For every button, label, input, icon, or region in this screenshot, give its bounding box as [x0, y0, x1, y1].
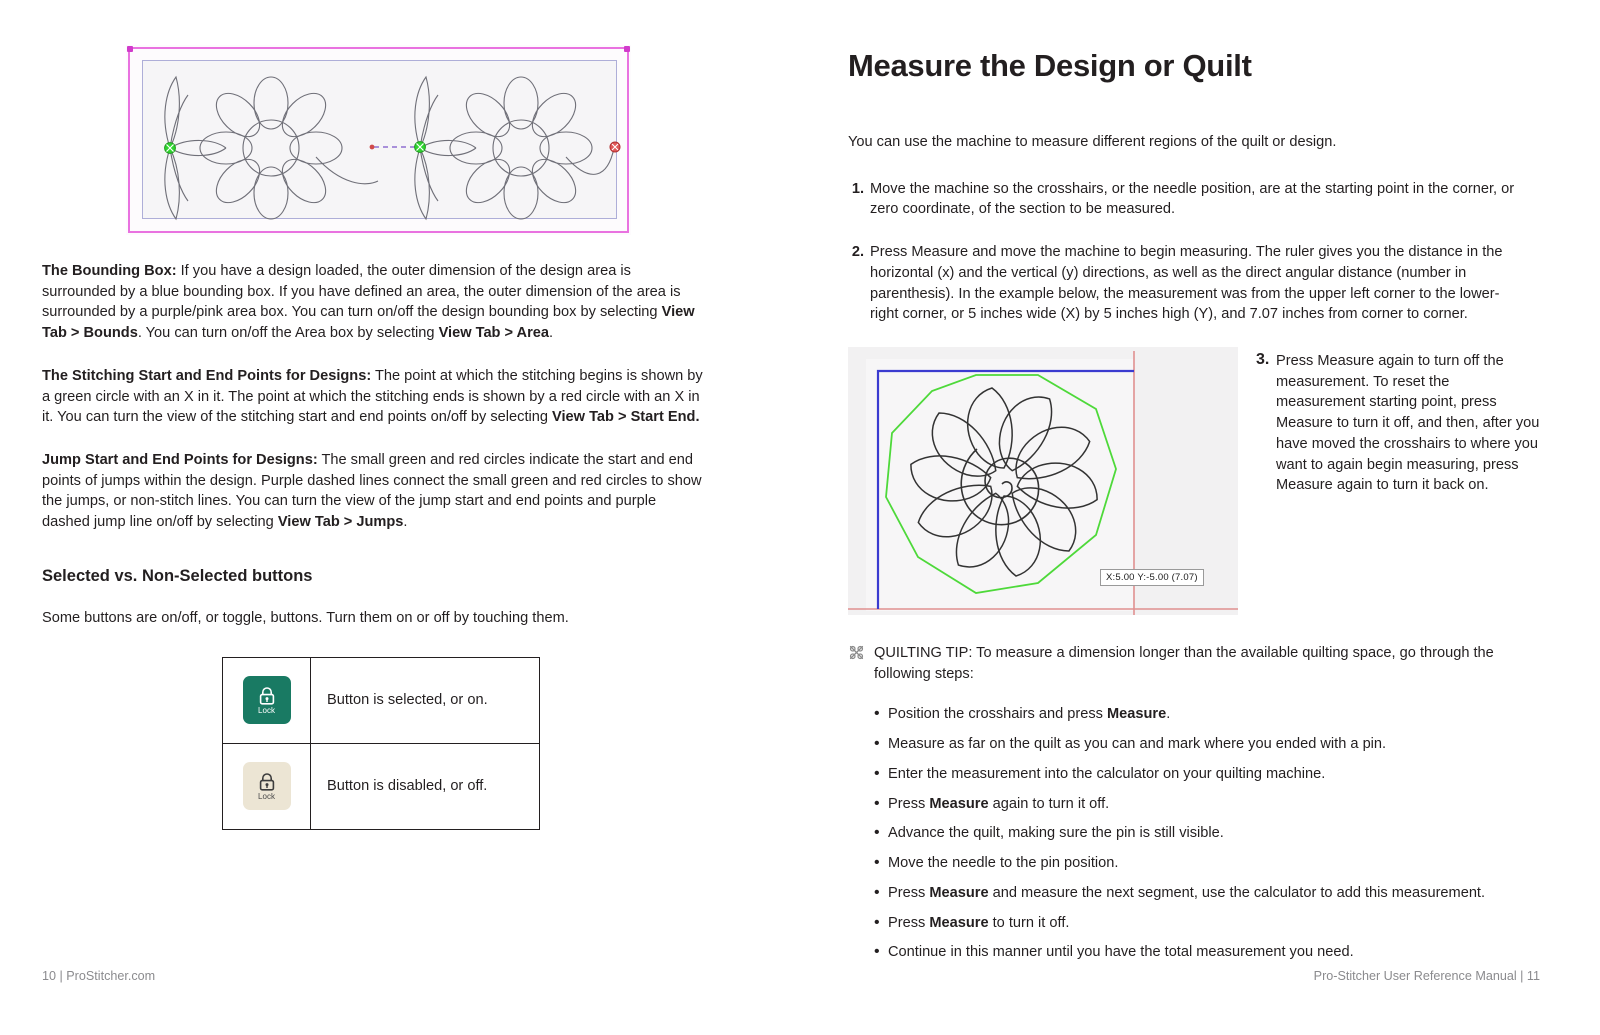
lock-button-label-on: Lock: [258, 705, 275, 715]
list-item: • Press Measure and measure the next segment, use the calculator to add this measurement.: [874, 883, 1508, 904]
toggle-intro-text: Some buttons are on/off, or toggle, buttons. Turn them on or off by touching them.: [42, 609, 569, 626]
step-text: Move the machine so the crosshairs, or the needle position, are at the starting point in the corner, or zero coordinate, of the section to be measured.: [870, 180, 1515, 218]
coordinate-readout: X:5.00 Y:-5.00 (7.07): [1100, 569, 1204, 586]
paragraph-stitch-points-text: The Stitching Start and End Points for Designs: The point at which the stitching begins is shown by a green circle with an X in it. The point at which the stitching ends is shown by a red circle with an X in it. You can turn the view of the stitching start and end points on/off by selecting View Tab > Start End.: [42, 367, 703, 426]
intro-paragraph: You can use the machine to measure different regions of the quilt or design.: [848, 134, 1337, 150]
step-number: 1.: [851, 180, 864, 197]
lock-button-disabled[interactable]: [243, 762, 291, 810]
list-item: • Measure as far on the quilt as you can and mark where you ended with a pin.: [874, 734, 1508, 755]
measure-example-figure: [848, 347, 1238, 615]
lock-button-selected[interactable]: [243, 676, 291, 724]
list-item: • Advance the quilt, making sure the pin is still visible.: [874, 823, 1508, 844]
page-title: Measure the Design or Quilt: [848, 48, 1252, 83]
section-heading-toggle-buttons: Selected vs. Non-Selected buttons: [42, 566, 313, 585]
right-page: [800, 0, 1600, 1035]
lock-button-on-cell: [223, 657, 311, 743]
left-page-footer: 10 | ProStitcher.com: [42, 969, 156, 983]
list-item: • Press Measure again to turn it off.: [874, 794, 1508, 815]
paragraph-bounding-box: [42, 261, 707, 344]
button-state-table: [222, 657, 540, 830]
paragraph-bounding-box-text: The Bounding Box: If you have a design loaded, the outer dimension of the design area is surrounded by a blue bounding box. If you have defined an area, the outer dimension of the area is surrounded by a purple/pink area box. You can turn on/off the design bounding box by selecting View Tab > Bounds. You can turn on/off the Area box by selecting View Tab > Area.: [42, 263, 695, 342]
step-number: 3.: [1256, 351, 1270, 369]
lock-button-off-description: Button is disabled, or off.: [311, 743, 540, 829]
lock-button-off-cell: [223, 743, 311, 829]
stitch-end-point: [610, 142, 620, 152]
step-text: Press Measure and move the machine to begin measuring. The ruler gives you the distance in the horizontal (x) and the vertical (y) directions, as well as the direct angular distance (number in parenthesis). In the example below, the measurement was from the upper left corner to the lower-right corner, or 5 inches wide (X) by 5 inches high (Y), and 7.07 inches from corner to corner.: [870, 244, 1503, 323]
scissors-icon: [848, 643, 874, 684]
jump-start-point: [415, 142, 426, 153]
measure-step-3: [1256, 347, 1540, 615]
list-item: • Enter the measurement into the calculator on your quilting machine.: [874, 764, 1508, 785]
step-text: Press Measure again to turn off the measurement. To reset the measurement starting point, press Measure to turn it off, and then, after you have moved the crosshairs to where you want to again begin measuring, press Measure again to turn it back on.: [1276, 353, 1540, 494]
list-item: • Position the crosshairs and press Measure.: [874, 704, 1508, 725]
paragraph-jump-points: [42, 450, 707, 533]
button-state-table-body: [223, 657, 540, 829]
design-bounding-box-figure: [126, 45, 631, 235]
lock-icon: [258, 686, 276, 706]
lock-button-on-description: Button is selected, or on.: [311, 657, 540, 743]
paragraph-jump-points-text: Jump Start and End Points for Designs: The small green and red circles indicate the start and end points of jumps within the design. Purple dashed lines connect the small green and red circles to show the jumps, or non-stitch lines. You can turn the view of the jump start and end points and purple dashed jump line on/off by selecting View Tab > Jumps.: [42, 452, 702, 531]
jump-end-point: [370, 145, 375, 150]
table-row: [223, 657, 540, 743]
list-item: [848, 179, 1518, 220]
lock-button-label-off: Lock: [258, 791, 275, 801]
step-number: 2.: [851, 244, 864, 261]
paragraph-stitch-points: [42, 366, 707, 428]
list-item: • Press Measure to turn it off.: [874, 913, 1508, 934]
measure-figure-row: [848, 347, 1540, 615]
measure-steps-list: [848, 179, 1518, 325]
selected-vs-nonselected-section: [42, 567, 730, 629]
daisy-design-drawing: [126, 45, 631, 235]
stitch-start-point: [165, 143, 176, 154]
quilting-tip-steps: [848, 704, 1508, 962]
quilting-tip: [848, 643, 1523, 684]
list-item: [848, 242, 1518, 325]
right-page-footer: Pro-Stitcher User Reference Manual | 11: [1313, 969, 1540, 983]
lock-icon: [258, 772, 276, 792]
list-item: • Continue in this manner until you have the total measurement you need.: [874, 942, 1508, 963]
table-row: [223, 743, 540, 829]
quilting-tip-text: QUILTING TIP: To measure a dimension longer than the available quilting space, go through the following steps:: [874, 645, 1494, 682]
list-item: • Move the needle to the pin position.: [874, 853, 1508, 874]
